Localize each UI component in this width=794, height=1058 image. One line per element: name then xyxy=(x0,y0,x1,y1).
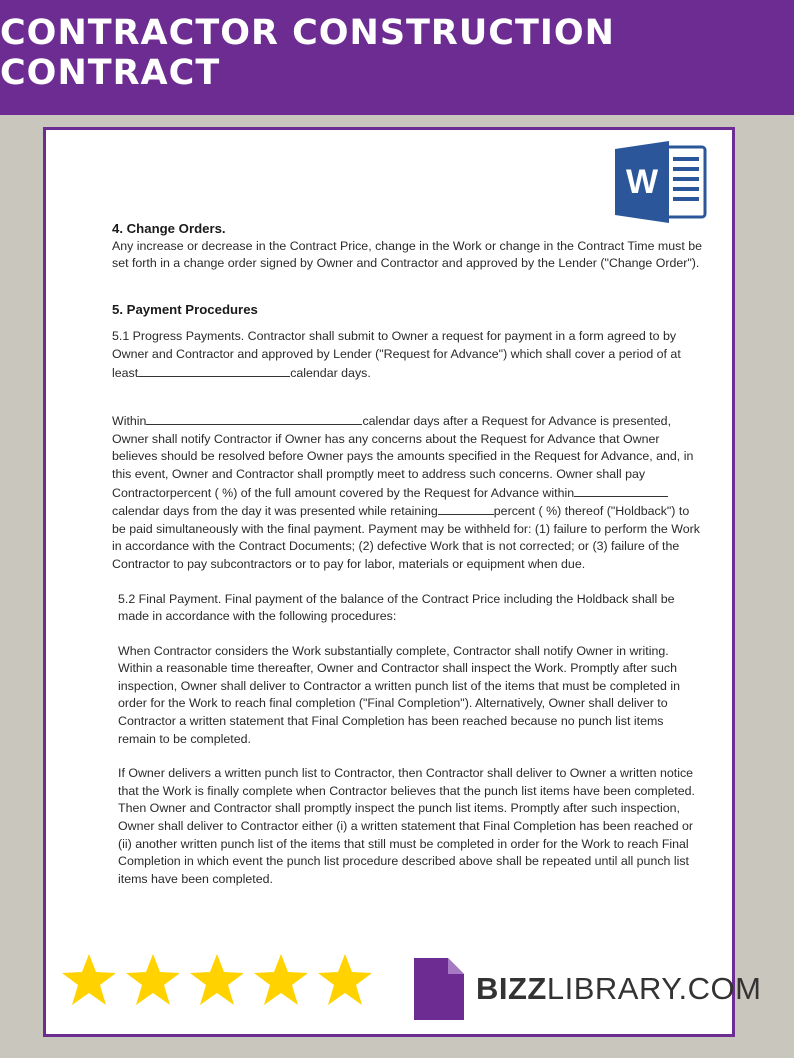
within-text-b: calendar days after a Request for Advance is presented, Owner shall notify Contractor if Owner has any concerns about the Request for Advance that Owner believes should be resolved before Owner pays the amounts specified in the Request for Advance, and, in this event, Owner and Contractor shall promptly meet to address such concerns. Owner shall pay Contractorpercent ( %) of the full amount covered by the Request for Advance within xyxy=(112,414,694,500)
document-preview xyxy=(43,127,735,1037)
rating-stars xyxy=(60,952,374,1008)
svg-text:W: W xyxy=(625,163,659,201)
star-icon xyxy=(316,952,374,1008)
blank-within-days[interactable] xyxy=(146,412,362,425)
section-4-heading: 4. Change Orders. xyxy=(112,221,226,236)
star-icon xyxy=(188,952,246,1008)
section-5-heading: 5. Payment Procedures xyxy=(112,301,258,317)
blank-advance-days[interactable] xyxy=(574,484,668,497)
s51-end: calendar days. xyxy=(290,365,371,380)
punch-list-paragraph: If Owner delivers a written punch list to Contractor, then Contractor shall deliver to Owner a written notice that the Work is finally complete when Contractor believes that the punch list items have been completed. Then Owner and Contractor shall promptly inspect the punch list items. Promptly after such inspection, Owner shall deliver to Contractor either (i) a written statement that Final Completion has been reached or (ii) another written punch list of the items that still must be completed in order for the Work to reach Final Completion in which event the punch list procedure described above shall be repeated until all punch list items have been completed. xyxy=(118,766,695,886)
word-doc-icon xyxy=(613,139,709,225)
section-5-1-paragraph xyxy=(112,328,702,382)
star-icon xyxy=(252,952,310,1008)
blank-days-field[interactable] xyxy=(138,364,290,377)
star-icon xyxy=(60,952,118,1008)
logo-wordmark xyxy=(476,971,761,1007)
footer xyxy=(0,940,794,1030)
within-paragraph xyxy=(112,412,702,573)
star-icon xyxy=(124,952,182,1008)
section-5-2-paragraph: 5.2 Final Payment. Final payment of the balance of the Contract Price including the Holdback shall be made in accordance with the following procedures: xyxy=(118,591,675,624)
title-banner xyxy=(0,0,794,115)
logo-rest: LIBRARY.COM xyxy=(546,971,762,1006)
banner-title: CONTRACTOR CONSTRUCTION CONTRACT xyxy=(0,12,615,93)
within-text-a: Within xyxy=(112,414,147,429)
document-body xyxy=(112,220,702,888)
s51-text: 5.1 Progress Payments. Contractor shall submit to Owner a request for payment in a form agreed to by Owner and Contractor and approved by Lender ("Request for Advance") which shall cover a period of at least xyxy=(112,329,681,380)
within-text-d: percent ( %) thereof ("Holdback") to be paid simultaneously with the final payment. Payment may be withheld for: (1) failure to perform the Work in accordance with the Contract Documents; (2) defective Work that is not corrected; or (3) failure of the Contractor to pay subcontractors or to pay for labor, materials or equipment when due. xyxy=(112,504,700,571)
within-text-c: calendar days from the day it was presented while retaining xyxy=(112,504,438,519)
section-4-text: Any increase or decrease in the Contract Price, change in the Work or change in the Contract Time must be set forth in a change order signed by Owner and Contractor and approved by the Lender ("Change Order"). xyxy=(112,238,703,271)
bizzlibrary-logo-icon xyxy=(414,958,464,1020)
completion-paragraph: When Contractor considers the Work substantially complete, Contractor shall notify Owner in writing. Within a reasonable time thereafter, Owner and Contractor shall inspect the Work. Promptly after such inspection, Owner shall deliver to Contractor a written punch list of the items that must be completed in order for the Work to reach final completion ("Final Completion"). Alternatively, Owner shall deliver to Contractor a written statement that Final Completion has been reached because no punch list items remain to be completed. xyxy=(118,643,680,746)
bizzlibrary-logo[interactable] xyxy=(414,958,761,1020)
logo-bold: BIZZ xyxy=(476,971,547,1006)
blank-retaining[interactable] xyxy=(438,502,494,515)
